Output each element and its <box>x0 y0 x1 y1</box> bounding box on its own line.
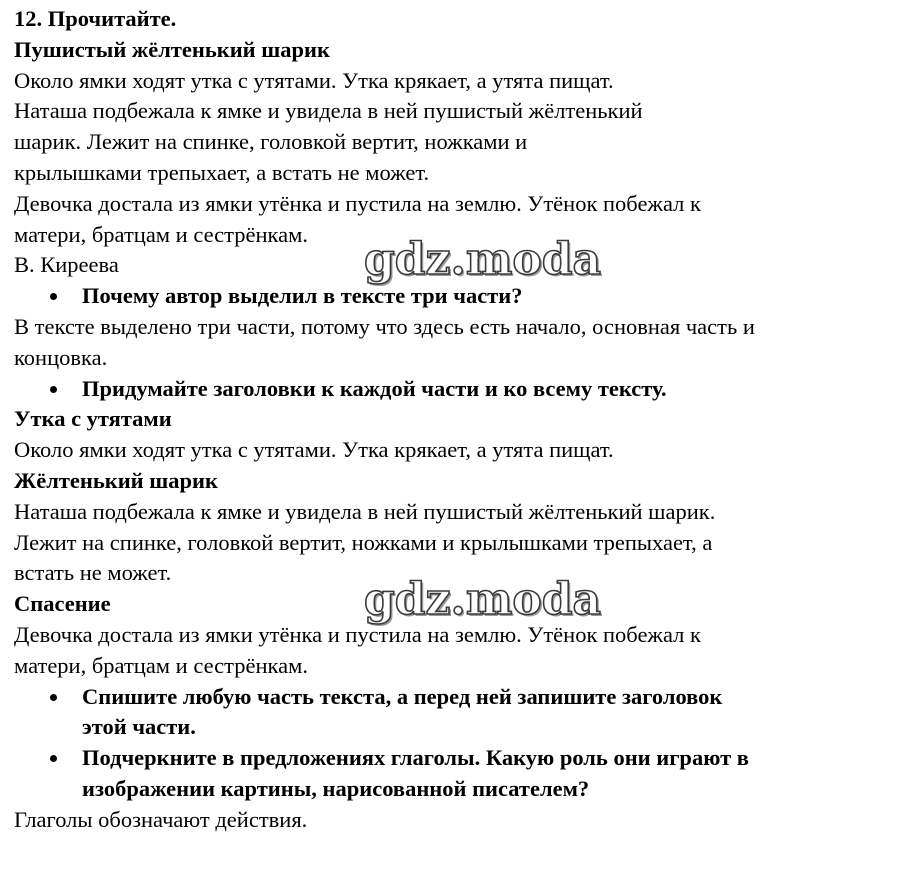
story-author: В. Киреева <box>14 252 119 278</box>
question-text: Придумайте заголовки к каждой части и ко всему тексту. <box>82 375 667 401</box>
story-title: Пушистый жёлтенький шарик <box>14 36 330 62</box>
story-line: Наташа подбежала к ямке и увидела в ней пушистый жёлтенький <box>14 98 643 124</box>
story-line: шарик. Лежит на спинке, головкой вертит, ножками и <box>14 129 528 155</box>
question-text: Подчеркните в предложениях глаголы. Какую роль они играют в <box>82 745 749 771</box>
story-line: крылышками трепыхает, а встать не может. <box>14 159 430 185</box>
bullet-icon <box>50 743 70 774</box>
part-line: Девочка достала из ямки утёнка и пустила на землю. Утёнок побежал к <box>14 621 701 647</box>
part-heading: Спасение <box>14 591 111 617</box>
part-line: Лежит на спинке, головкой вертит, ножками и крылышками трепыхает, а <box>14 529 713 555</box>
part-line: встать не может. <box>14 560 172 586</box>
task-title: 12. Прочитайте. <box>14 6 177 31</box>
question-text: изображении картины, нарисованной писателем? <box>82 775 590 801</box>
question-text: Спишите любую часть текста, а перед ней запишите заголовок <box>82 683 723 709</box>
question-1 <box>14 281 906 312</box>
part-heading: Утка с утятами <box>14 406 172 432</box>
answer-line: Глаголы обозначают действия. <box>14 806 308 832</box>
story-line: Девочка достала из ямки утёнка и пустила на землю. Утёнок побежал к <box>14 190 701 216</box>
question-text: Почему автор выделил в тексте три части? <box>82 283 523 309</box>
answer-line: В тексте выделено три части, потому что здесь есть начало, основная часть и <box>14 313 755 339</box>
part-line: Наташа подбежала к ямке и увидела в ней пушистый жёлтенький шарик. <box>14 498 716 524</box>
part-heading: Жёлтенький шарик <box>14 467 218 493</box>
watermark-logo: gdz.moda <box>364 574 602 625</box>
part-line: матери, братцам и сестрёнкам. <box>14 652 308 678</box>
question-2 <box>14 374 906 405</box>
story-line: Около ямки ходят утка с утятами. Утка крякает, а утята пищат. <box>14 67 614 93</box>
question-3-continued <box>14 712 906 743</box>
bullet-icon <box>50 281 70 312</box>
document-page <box>14 4 906 836</box>
question-3 <box>14 682 906 713</box>
question-4 <box>14 743 906 774</box>
question-text: этой части. <box>82 714 196 740</box>
bullet-icon <box>50 374 70 405</box>
story-line: матери, братцам и сестрёнкам. <box>14 221 308 247</box>
watermark-logo: gdz.moda <box>364 234 602 285</box>
part-line: Около ямки ходят утка с утятами. Утка крякает, а утята пищат. <box>14 437 614 463</box>
bullet-icon <box>50 682 70 713</box>
answer-line: концовка. <box>14 344 108 370</box>
question-4-continued <box>14 774 906 805</box>
